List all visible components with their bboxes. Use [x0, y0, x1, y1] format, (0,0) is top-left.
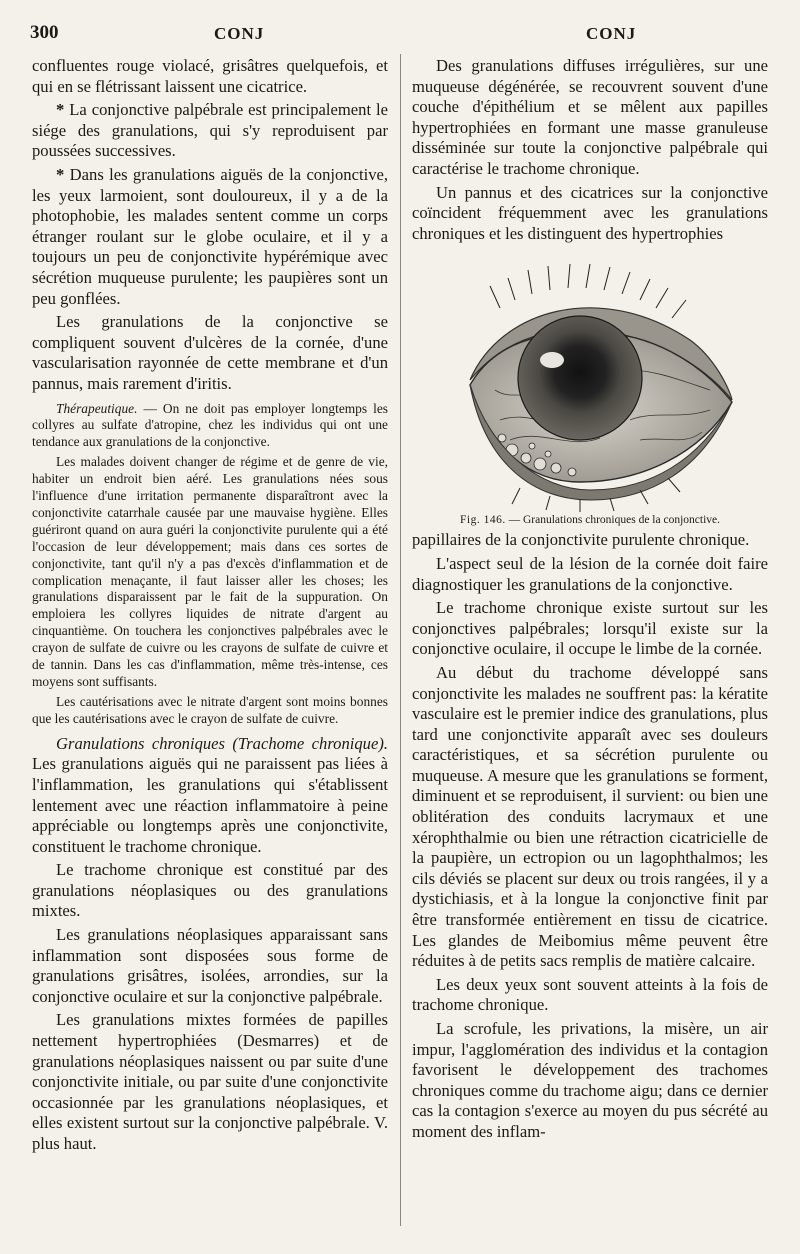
paragraph-cauterisations: Les cautérisations avec le nitrate d'argent sont moins bonnes que les cautérisations avec le crayon de sulfate de cuivre.: [32, 693, 388, 726]
eye-illustration: [440, 250, 740, 512]
right-column: [412, 56, 768, 1143]
column-divider: [400, 54, 401, 1226]
section-heading-trachome: Granulations chroniques (Trachome chronique).: [56, 733, 388, 753]
paragraph-granulations-chroniques: [32, 734, 388, 858]
left-running-head: CONJ: [214, 24, 265, 43]
cornea-iris: [518, 316, 642, 440]
paragraph-pannus: Un pannus et des cicatrices sur la conjonctive coïncident fréquemment avec les granulations chroniques et les distinguent des hypertrophies: [412, 182, 768, 243]
paragraph-debut-trachome: Au début du trachome développé sans conjonctivite les malades ne souffrent pas: la kératite vasculaire est le premier indice des granulations, plus tard une conjonctivite apparaît avec ses douleurs caractéristiques, et sa sécrétion purulente ou muqueuse. A mesure que les granulations se forment, diminuent et se reproduisent, il survient: ou bien une oblitération des conduits lacrymaux et une xérophthalmie ou bien une rétraction cicatricielle de la paupière, un ectropion ou un lagophthalmos; les cils déviés se placent sur deux ou trois rangées, il y a dystichiasis, et à la longue la conjonctive finit par être transformée entièrement en tissu de cicatrice. Les glandes de Meibomius même peuvent être réduites à de petits sacs remplis de matière calcaire.: [412, 662, 768, 971]
paragraph-papillaires: papillaires de la conjonctivite purulente chronique.: [412, 530, 750, 550]
paragraph-trachome-constitue: Le trachome chronique est constitué par des granulations néoplasiques ou des granulations mixtes.: [32, 860, 388, 921]
paragraph-granulations-aigues: [32, 165, 388, 309]
paragraph-therapeutique: [32, 401, 388, 452]
corneal-highlight: [540, 352, 564, 368]
paragraph-text: Les granulations aiguës qui ne paraissent pas liées à l'inflammation, les granulations qui s'établissent lentement avec une réaction inflammatoire à peine appréciable ou longtemps après une conjonctivite, constituent le trachome chronique.: [32, 754, 388, 856]
paragraph-neoplasiques: Les granulations néoplasiques apparaissant sans inflammation sont disposées sous forme de granulations grisâtres, isolées, arrondies, sur la conjonctive oculaire et sur la conjonctive palpébrale.: [32, 925, 388, 1006]
paragraph-regime: Les malades doivent changer de régime et de genre de vie, habiter un endroit bien aéré. Les granulations nées sous l'influence d'une irritation permanente disparaîtront avec la conjonctivite catarrhale causée par une mauvaise hygiène. Elles guériront quand on aura guéri la conjonctivite purulente qui a été l'occasion de leur développement; mais dans ces sortes de conjonctivite, tant qu'il n'y a pas d'excès d'inflammation et de complication menaçante, il faut laisser aller les choses; les granulations disparaissent par le fait de la suppuration. On emploiera les collyres liquides de nitrate d'argent au cinquantième. On touchera les conjonctives palpébrales avec le crayon de sulfate de cuivre ou les crayons de sulfate de cuivre et de tannin. Dans les cas d'inflammation, même très-intense, ces moyens sont suffisants.: [32, 454, 388, 689]
left-column: [32, 56, 388, 1155]
figure-146: [412, 250, 768, 526]
figure-label: Fig. 146.: [459, 514, 506, 527]
page-number: 300: [30, 22, 59, 43]
asterism-mark: *: [56, 100, 65, 120]
therapeutique-label: Thérapeutique.: [56, 400, 138, 416]
figure-caption-text: — Granulations chroniques de la conjonctive.: [508, 514, 720, 527]
figure-caption: [412, 514, 768, 526]
paragraph-complications: Les granulations de la conjonctive se compliquent souvent d'ulcères de la cornée, d'une vascularisation rayonnée de cette membrane et d'un pannus, mais rarement d'iritis.: [32, 312, 388, 393]
paragraph-text: — On ne doit pas employer longtemps les collyres au sulfate d'atropine, chez les individus qui ont une tendance aux granulations de la conjonctive.: [32, 400, 388, 450]
paragraph-conjonctive-palpebrale: [32, 100, 388, 162]
paragraph-aspect-cornee: L'aspect seul de la lésion de la cornée doit faire diagnostiquer les granulations de la conjonctive.: [412, 553, 768, 594]
paragraph-text: Dans les granulations aiguës de la conjonctive, les yeux larmoient, sont douloureux, il y a de la photophobie, les malades sentent comme un corps étranger roulant sur le globe oculaire, et il y a toujours un peu de conjonctivite hypérémique avec sécrétion muqueuse purulente; les paupières sont un peu gonflées.: [32, 164, 389, 308]
paragraph-deux-yeux: Les deux yeux sont souvent atteints à la fois de trachome chronique.: [412, 974, 768, 1015]
paragraph-trachome-palpebrales: Le trachome chronique existe surtout sur les conjonctives palpébrales; lorsqu'il existe sur la conjonctive oculaire, il occupe le limbe de la cornée.: [412, 598, 768, 659]
paragraph-mixtes: Les granulations mixtes formées de papilles nettement hypertrophiées (Desmarres) et de granulations néoplasiques naissent ou par suite d'une conjonctivite initiale, ou par suite d'une conjonctivite occasionnée par les granulations néoplasiques, et elles existent surtout sur la conjonctive palpébrale. V. plus haut.: [32, 1010, 388, 1153]
paragraph-granulations-diffuses: Des granulations diffuses irrégulières, sur une muqueuse dégénérée, se recouvrent souvent d'une couche d'épithélium et se mêlent aux papilles hypertrophiées en formant une masse granuleuse disséminée sur toute la conjonctive palpébrale qui caractérise le trachome chronique.: [412, 56, 768, 178]
running-header: [26, 22, 774, 48]
paragraph-confluentes: confluentes rouge violacé, grisâtres quelquefois, et qui en se flétrissant laissent une cicatrice.: [32, 56, 388, 96]
right-running-head: CONJ: [586, 24, 637, 43]
paragraph-text: La conjonctive palpébrale est principalement le siége des granulations, qui s'y reproduisent par poussées successives.: [32, 100, 388, 161]
asterism-mark: *: [56, 164, 65, 184]
paragraph-scrofule: La scrofule, les privations, la misère, un air impur, l'agglomération des individus et la contagion favorisent le développement des trachomes chroniques comme du trachome aigu; dans ce dernier cas la contagion s'exerce au moyen du pus sécrété au moment des inflam-: [412, 1019, 768, 1141]
